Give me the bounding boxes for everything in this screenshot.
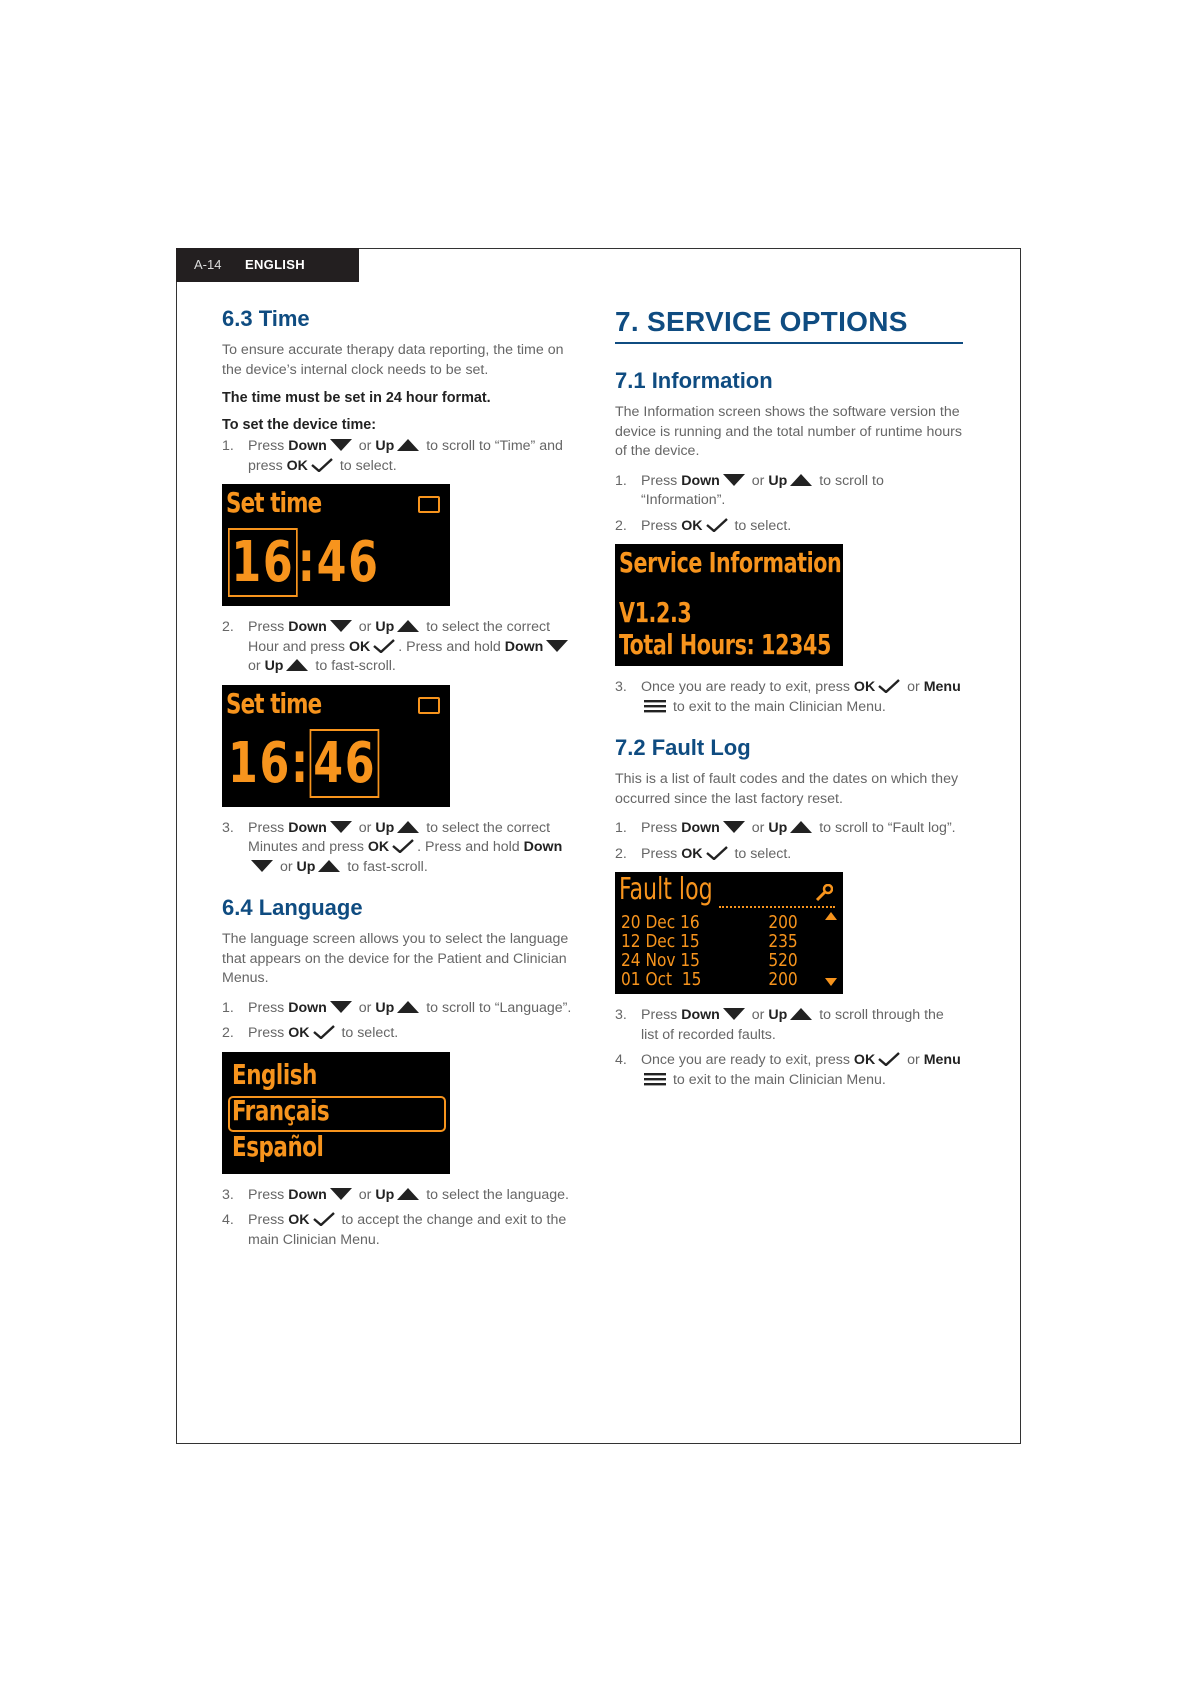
screen-title: Service Information bbox=[619, 546, 842, 579]
fault-log-step-3: 3. Press Down or Up to scroll through the list of recorded faults. bbox=[615, 1007, 944, 1043]
set-time-hour-screen bbox=[222, 484, 450, 606]
checkmark-icon bbox=[392, 839, 414, 853]
checkmark-icon bbox=[878, 1052, 900, 1066]
up-triangle-icon bbox=[790, 473, 812, 487]
fault-log-step-2: 2. Press OK to select. bbox=[615, 845, 792, 862]
checkmark-icon bbox=[706, 518, 728, 532]
page-header-tab bbox=[176, 248, 359, 282]
wrench-icon bbox=[815, 884, 833, 902]
down-triangle-icon bbox=[723, 820, 745, 834]
up-triangle-icon bbox=[397, 438, 419, 452]
down-triangle-icon bbox=[546, 639, 568, 653]
title-divider bbox=[719, 906, 835, 908]
fault-log-step-4: 4. Once you are ready to exit, press OK or Menu to exit to the main Clinician Menu. bbox=[615, 1052, 961, 1088]
up-triangle-icon bbox=[286, 658, 308, 672]
minute-field: 46 bbox=[310, 729, 380, 798]
menu-icon bbox=[644, 1072, 666, 1086]
time-steps-cont bbox=[222, 618, 572, 677]
checkmark-icon bbox=[313, 1025, 335, 1039]
screen-title: Set time bbox=[226, 486, 322, 519]
down-triangle-icon bbox=[723, 1007, 745, 1021]
language-step-4: 4. Press OK to accept the change and exit to the main Clinician Menu. bbox=[222, 1212, 567, 1248]
language-intro: The language screen allows you to select the language that appears on the device for the Patient and Clinician Menus. bbox=[222, 931, 569, 986]
down-triangle-icon bbox=[330, 1187, 352, 1201]
up-triangle-icon bbox=[397, 820, 419, 834]
time-display: 16:46 bbox=[228, 530, 380, 595]
fault-log-intro: This is a list of fault codes and the dates on which they occurred since the last factory reset. bbox=[615, 771, 959, 807]
time-display: 16:46 bbox=[228, 731, 380, 796]
set-time-minute-screen bbox=[222, 685, 450, 807]
battery-icon bbox=[418, 697, 440, 714]
information-step-2: 2. Press OK to select. bbox=[615, 517, 792, 534]
screen-title: Fault log bbox=[619, 872, 713, 907]
time-steps bbox=[222, 437, 572, 476]
down-triangle-icon bbox=[330, 1000, 352, 1014]
checkmark-icon bbox=[706, 846, 728, 860]
language-steps bbox=[222, 999, 572, 1044]
total-hours: Total Hours: 12345 bbox=[619, 628, 831, 661]
language-option: Français bbox=[232, 1093, 330, 1127]
time-intro: To ensure accurate therapy data reporting, the time on the device’s internal clock needs to be set. bbox=[222, 342, 564, 378]
checkmark-icon bbox=[373, 639, 395, 653]
chapter-title: 7. SERVICE OPTIONS bbox=[615, 306, 963, 344]
time-step-3: 3. Press Down or Up to select the correct Minutes and press OK . Press and hold Down or Up to fast-scroll. bbox=[222, 819, 563, 875]
information-steps bbox=[615, 472, 965, 537]
section-title-time: 6.3 Time bbox=[222, 306, 310, 331]
scroll-up-icon bbox=[825, 912, 837, 920]
fault-log-step-1: 1. Press Down or Up to scroll to “Fault log”. bbox=[615, 820, 956, 836]
checkmark-icon bbox=[313, 1212, 335, 1226]
language-steps-cont bbox=[222, 1186, 572, 1251]
up-triangle-icon bbox=[397, 619, 419, 633]
time-subhead: To set the device time: bbox=[222, 417, 377, 433]
language-step-1: 1. Press Down or Up to scroll to “Language”. bbox=[222, 999, 572, 1016]
language-label: ENGLISH bbox=[245, 257, 305, 272]
up-triangle-icon bbox=[790, 1007, 812, 1021]
minute-field: 46 bbox=[316, 530, 380, 595]
fault-log-steps bbox=[615, 819, 965, 864]
language-step-2: 2. Press OK to select. bbox=[222, 1025, 399, 1041]
section-title-information: 7.1 Information bbox=[615, 368, 773, 393]
down-triangle-icon bbox=[330, 438, 352, 452]
scroll-down-icon bbox=[825, 978, 837, 986]
language-step-3: 3. Press Down or Up to select the language. bbox=[222, 1186, 569, 1203]
hour-field: 16 bbox=[228, 730, 291, 796]
hour-field: 16 bbox=[228, 528, 298, 597]
time-step-1: 1. Press Down or Up to scroll to “Time” and press OK to select. bbox=[222, 438, 563, 474]
fault-log-steps-cont bbox=[615, 1006, 965, 1090]
information-step-3: 3. Once you are ready to exit, press OK or Menu to exit to the main Clinician Menu. bbox=[615, 679, 961, 715]
left-column bbox=[222, 306, 572, 1256]
section-title-fault-log: 7.2 Fault Log bbox=[615, 735, 751, 760]
down-triangle-icon bbox=[251, 859, 273, 873]
screen-title: Set time bbox=[226, 686, 322, 720]
time-note: The time must be set in 24 hour format. bbox=[222, 390, 491, 406]
down-triangle-icon bbox=[330, 820, 352, 834]
battery-icon bbox=[418, 496, 440, 513]
information-steps-cont bbox=[615, 678, 965, 717]
down-triangle-icon bbox=[330, 619, 352, 633]
up-triangle-icon bbox=[397, 1187, 419, 1201]
menu-icon bbox=[644, 699, 666, 713]
language-screen bbox=[222, 1052, 450, 1174]
page-number: A-14 bbox=[194, 257, 222, 272]
down-triangle-icon bbox=[723, 473, 745, 487]
service-information-screen bbox=[615, 544, 843, 666]
time-step-2: 2. Press Down or Up to select the correct Hour and press OK . Press and hold Down or Up to fast-scroll. bbox=[222, 618, 572, 677]
checkmark-icon bbox=[878, 679, 900, 693]
section-title-language: 6.4 Language bbox=[222, 895, 363, 920]
checkmark-icon bbox=[311, 458, 333, 472]
information-step-1: 1. Press Down or Up to scroll to “Information”. bbox=[615, 472, 884, 508]
up-triangle-icon bbox=[318, 859, 340, 873]
up-triangle-icon bbox=[790, 820, 812, 834]
fault-log-screen: Fault log 20 Dec 16 200 12 Dec 15 235 24 Nov 15 520 01 Oct 15 200 bbox=[615, 872, 843, 994]
information-intro: The Information screen shows the software version the device is running and the total number of runtime hours of the device. bbox=[615, 404, 963, 459]
right-column bbox=[615, 306, 965, 1096]
software-version: V1.2.3 bbox=[619, 596, 692, 629]
language-option: Español bbox=[232, 1129, 324, 1163]
time-steps-cont2 bbox=[222, 819, 572, 878]
up-triangle-icon bbox=[397, 1000, 419, 1014]
language-option: English bbox=[232, 1057, 317, 1091]
